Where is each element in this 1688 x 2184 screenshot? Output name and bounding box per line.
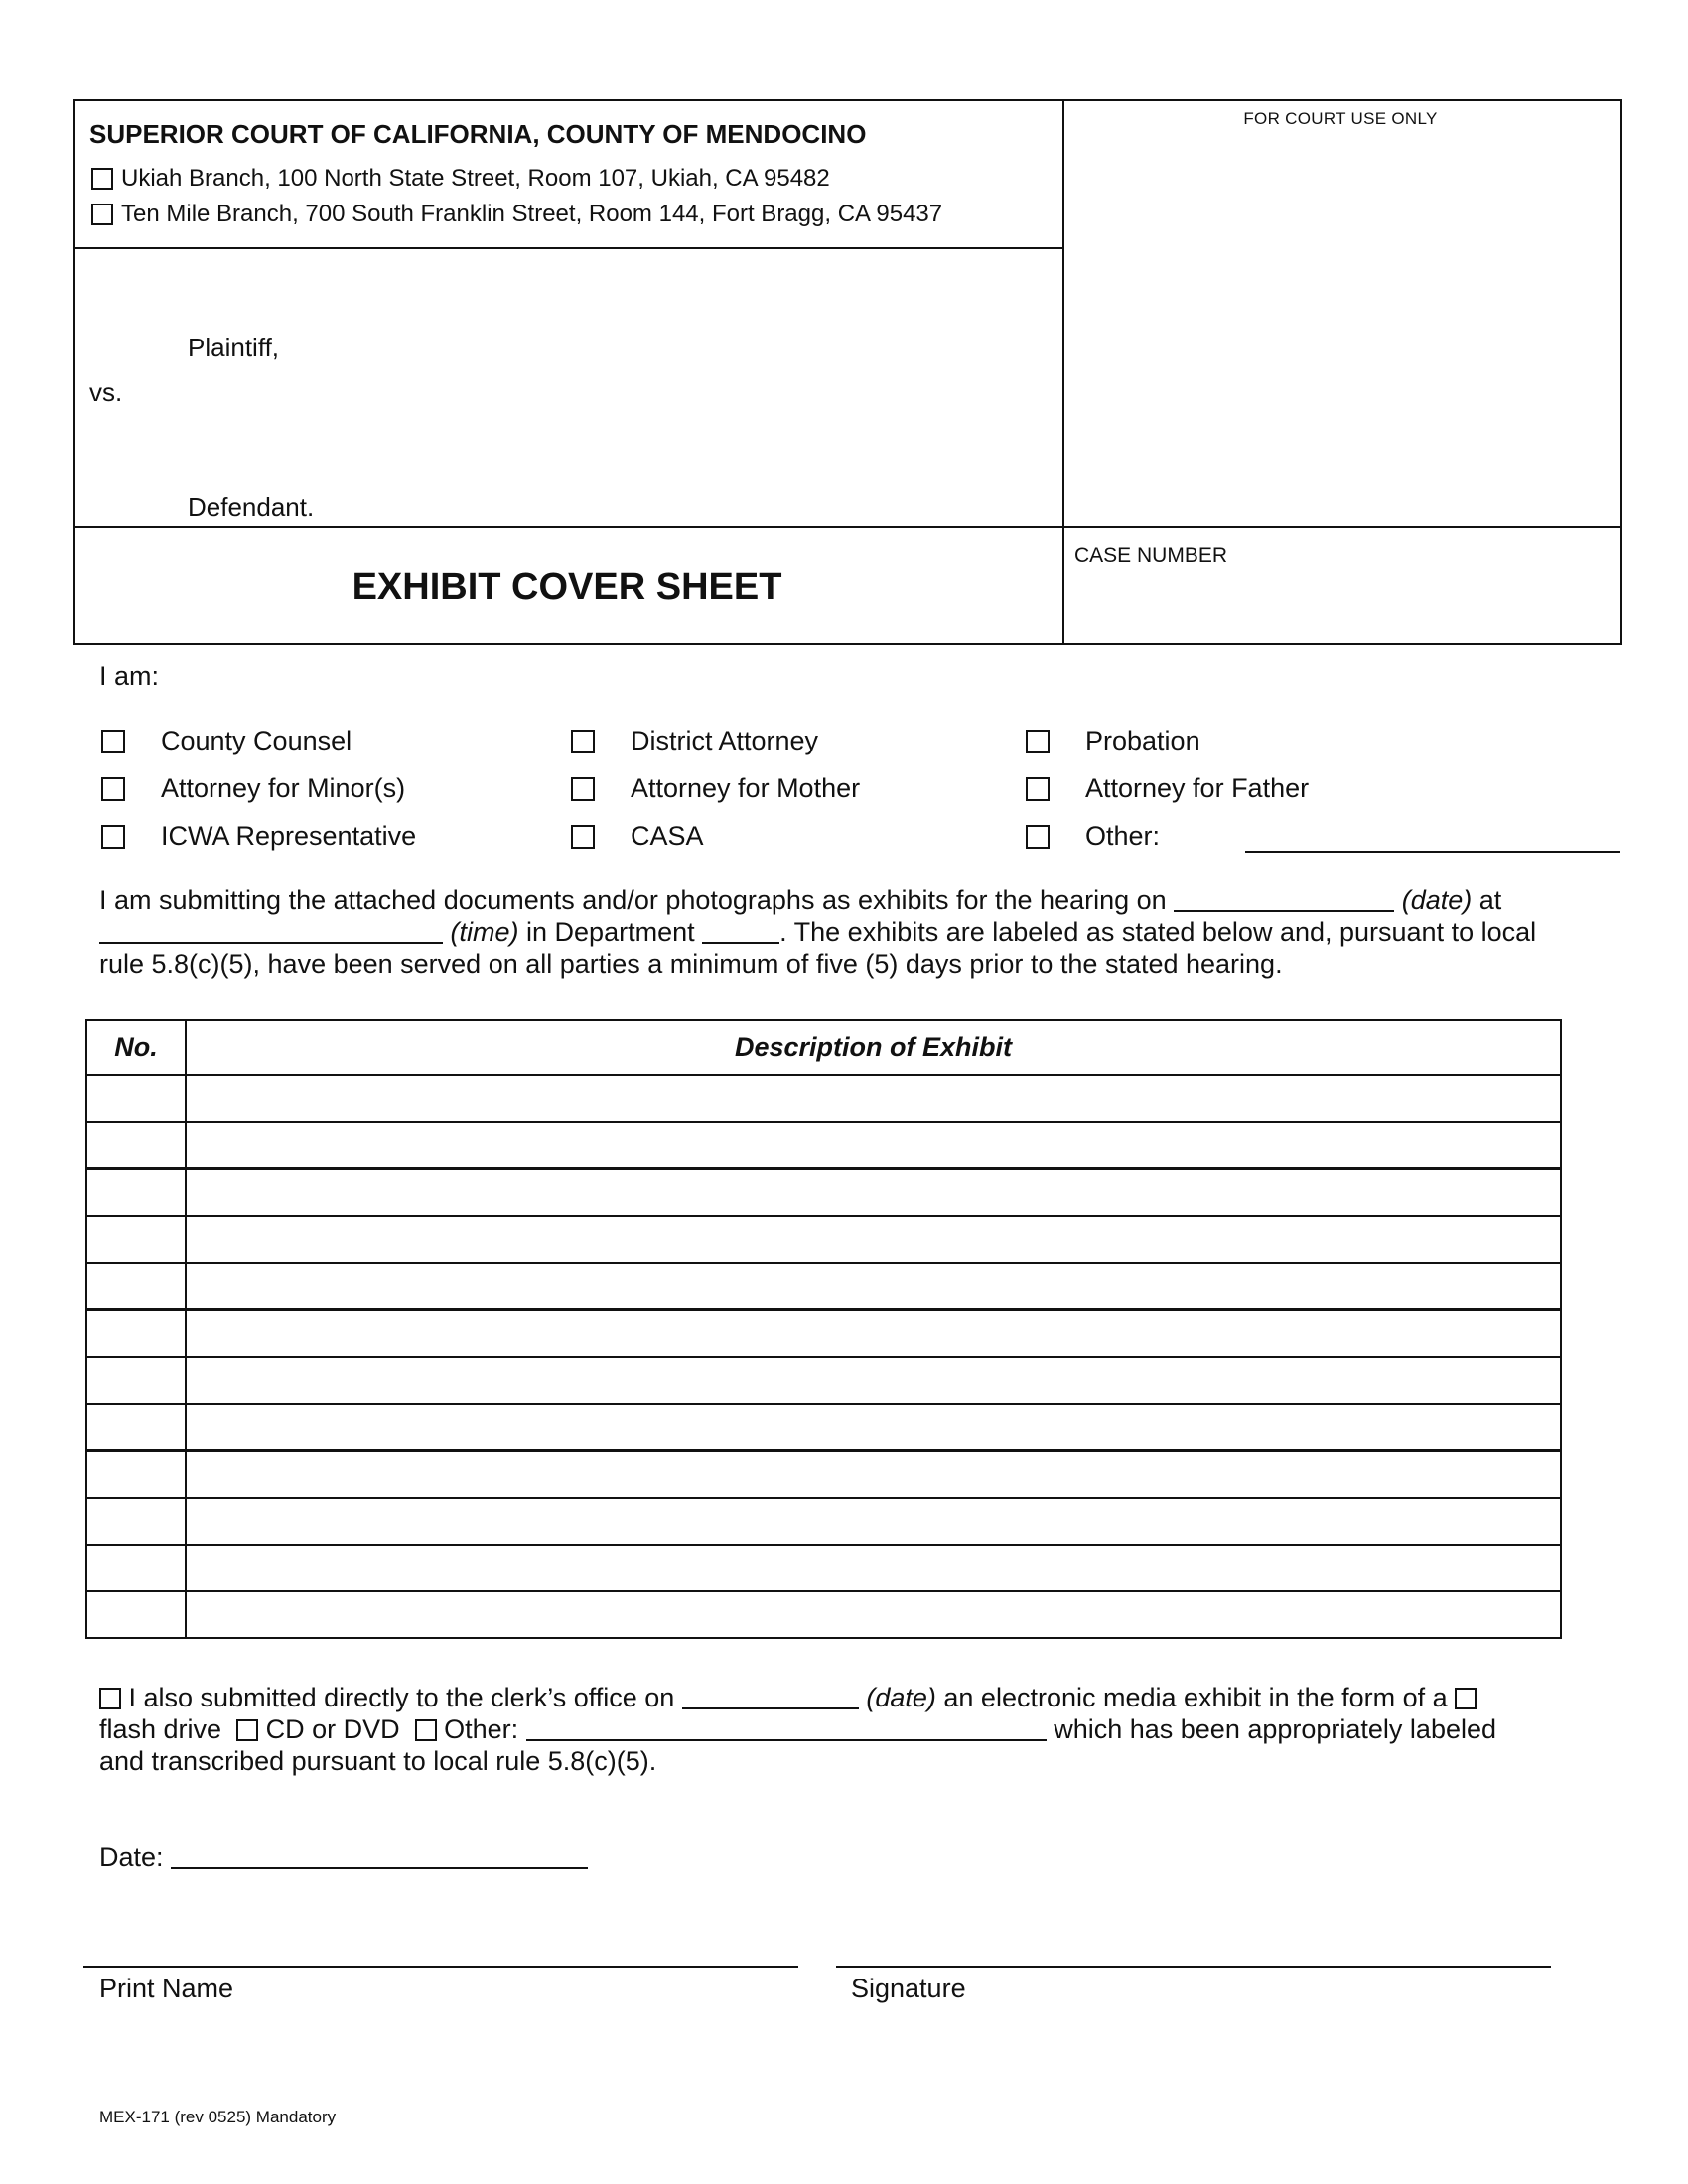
print-name-label: Print Name bbox=[99, 1974, 234, 2003]
hearing-time-input[interactable] bbox=[99, 920, 443, 944]
exhibit-no-cell[interactable] bbox=[86, 1310, 186, 1358]
cd-dvd-label: CD or DVD bbox=[265, 1714, 400, 1744]
exhibit-no-cell[interactable] bbox=[86, 1122, 186, 1169]
table-row bbox=[86, 1216, 1561, 1263]
electronic-text: an electronic media exhibit in the form of a bbox=[943, 1683, 1448, 1712]
exhibit-description-cell[interactable] bbox=[186, 1216, 1561, 1263]
signature-label: Signature bbox=[851, 1974, 966, 2003]
role-option bbox=[571, 726, 818, 756]
ten-mile-branch-label: Ten Mile Branch, 700 South Franklin Street, Room 144, Fort Bragg, CA 95437 bbox=[121, 201, 943, 227]
role-option bbox=[1026, 821, 1160, 852]
role-label: Attorney for Mother bbox=[631, 773, 861, 803]
exhibit-description-cell[interactable] bbox=[186, 1122, 1561, 1169]
description-column-header: Description of Exhibit bbox=[186, 1020, 1561, 1075]
hearing-date-input[interactable] bbox=[1174, 888, 1394, 912]
exhibit-description-cell[interactable] bbox=[186, 1075, 1561, 1122]
case-number-label: CASE NUMBER bbox=[1074, 544, 1228, 567]
table-row bbox=[86, 1122, 1561, 1169]
table-row bbox=[86, 1545, 1561, 1591]
form-title: EXHIBIT COVER SHEET bbox=[352, 566, 782, 608]
ukiah-branch-label: Ukiah Branch, 100 North State Street, Room 107, Ukiah, CA 95482 bbox=[121, 165, 830, 192]
exhibit-description-cell[interactable] bbox=[186, 1169, 1561, 1217]
print-name-input[interactable] bbox=[83, 1966, 798, 1968]
signature-date-input[interactable] bbox=[171, 1845, 588, 1869]
electronic-line-1 bbox=[99, 1682, 1477, 1713]
role-option bbox=[101, 821, 416, 852]
vs-label: vs. bbox=[89, 377, 123, 407]
table-row bbox=[86, 1498, 1561, 1545]
electronic-exhibit-checkbox[interactable] bbox=[99, 1688, 121, 1709]
no-column-header: No. bbox=[86, 1020, 186, 1075]
role-option bbox=[571, 773, 860, 804]
exhibit-no-cell[interactable] bbox=[86, 1451, 186, 1499]
other-media-checkbox[interactable] bbox=[415, 1719, 437, 1741]
statement-text: . The exhibits are labeled as stated below and, pursuant to local bbox=[779, 917, 1537, 947]
role-option bbox=[101, 726, 352, 756]
ten-mile-branch-checkbox[interactable] bbox=[91, 204, 113, 225]
attorney-minor-checkbox[interactable] bbox=[101, 777, 125, 801]
court-use-label: FOR COURT USE ONLY bbox=[1243, 109, 1438, 128]
statement-line-1 bbox=[99, 885, 1501, 916]
in-department-text: in Department bbox=[526, 917, 695, 947]
exhibit-no-cell[interactable] bbox=[86, 1216, 186, 1263]
exhibit-no-cell[interactable] bbox=[86, 1545, 186, 1591]
probation-checkbox[interactable] bbox=[1026, 730, 1050, 753]
department-input[interactable] bbox=[702, 920, 779, 944]
district-attorney-checkbox[interactable] bbox=[571, 730, 595, 753]
plaintiff-label: Plaintiff, bbox=[188, 333, 280, 362]
date-hint: (date) bbox=[1401, 886, 1473, 915]
statement-line-2 bbox=[99, 916, 1536, 948]
attorney-father-checkbox[interactable] bbox=[1026, 777, 1050, 801]
table-row bbox=[86, 1357, 1561, 1404]
casa-checkbox[interactable] bbox=[571, 825, 595, 849]
exhibit-no-cell[interactable] bbox=[86, 1498, 186, 1545]
electronic-line-2 bbox=[99, 1713, 1496, 1745]
signature-input[interactable] bbox=[836, 1966, 1551, 1968]
statement-text: I am submitting the attached documents and/or photographs as exhibits for the hearing on bbox=[99, 886, 1167, 915]
defendant-label: Defendant. bbox=[188, 492, 315, 522]
exhibit-description-cell[interactable] bbox=[186, 1545, 1561, 1591]
table-row bbox=[86, 1591, 1561, 1638]
flash-drive-checkbox[interactable] bbox=[1455, 1688, 1477, 1709]
table-row bbox=[86, 1263, 1561, 1310]
role-label: Probation bbox=[1085, 726, 1200, 755]
branch-option-ukiah bbox=[91, 165, 830, 193]
electronic-date-input[interactable] bbox=[682, 1686, 859, 1709]
attorney-mother-checkbox[interactable] bbox=[571, 777, 595, 801]
table-row bbox=[86, 1451, 1561, 1499]
exhibit-description-cell[interactable] bbox=[186, 1451, 1561, 1499]
exhibit-description-cell[interactable] bbox=[186, 1357, 1561, 1404]
exhibit-no-cell[interactable] bbox=[86, 1357, 186, 1404]
exhibit-no-cell[interactable] bbox=[86, 1169, 186, 1217]
role-label: Attorney for Minor(s) bbox=[161, 773, 406, 803]
other-media-label: Other: bbox=[444, 1714, 519, 1744]
exhibit-description-cell[interactable] bbox=[186, 1498, 1561, 1545]
role-option bbox=[1026, 726, 1200, 756]
caption-divider-vertical bbox=[1062, 101, 1064, 643]
role-option bbox=[101, 773, 405, 804]
flash-drive-label: flash drive bbox=[99, 1714, 222, 1744]
table-row bbox=[86, 1404, 1561, 1451]
other-media-input[interactable] bbox=[526, 1717, 1047, 1741]
role-label: Attorney for Father bbox=[1085, 773, 1310, 803]
electronic-line-3: and transcribed pursuant to local rule 5.8(c)(5). bbox=[99, 1746, 657, 1776]
exhibit-no-cell[interactable] bbox=[86, 1075, 186, 1122]
table-header-row bbox=[86, 1020, 1561, 1075]
form-id: MEX-171 (rev 0525) Mandatory bbox=[99, 2108, 337, 2126]
time-hint: (time) bbox=[450, 917, 519, 947]
court-title: SUPERIOR COURT OF CALIFORNIA, COUNTY OF MENDOCINO bbox=[89, 119, 867, 149]
role-option bbox=[571, 821, 704, 852]
caption-divider-court bbox=[75, 247, 1062, 249]
county-counsel-checkbox[interactable] bbox=[101, 730, 125, 753]
exhibit-description-cell[interactable] bbox=[186, 1263, 1561, 1310]
i-am-label: I am: bbox=[99, 661, 160, 691]
role-label: District Attorney bbox=[631, 726, 819, 755]
other-role-input[interactable] bbox=[1245, 851, 1620, 853]
caption-divider-title bbox=[75, 526, 1620, 528]
other-role-checkbox[interactable] bbox=[1026, 825, 1050, 849]
exhibit-no-cell[interactable] bbox=[86, 1404, 186, 1451]
exhibit-description-cell[interactable] bbox=[186, 1591, 1561, 1638]
role-label: CASA bbox=[631, 821, 704, 851]
exhibit-no-cell[interactable] bbox=[86, 1591, 186, 1638]
table-row bbox=[86, 1075, 1561, 1122]
electronic-date-hint: (date) bbox=[866, 1683, 936, 1712]
date-label: Date: bbox=[99, 1843, 164, 1872]
statement-at: at bbox=[1478, 886, 1502, 915]
electronic-text: which has been appropriately labeled bbox=[1054, 1714, 1497, 1744]
cd-dvd-checkbox[interactable] bbox=[236, 1719, 258, 1741]
exhibit-description-cell[interactable] bbox=[186, 1404, 1561, 1451]
role-label: Other: bbox=[1085, 821, 1161, 851]
electronic-text: I also submitted directly to the clerk’s office on bbox=[128, 1683, 675, 1712]
date-row bbox=[99, 1842, 588, 1873]
exhibit-table bbox=[85, 1019, 1562, 1639]
exhibit-no-cell[interactable] bbox=[86, 1263, 186, 1310]
role-label: ICWA Representative bbox=[161, 821, 417, 851]
table-row bbox=[86, 1169, 1561, 1217]
ukiah-branch-checkbox[interactable] bbox=[91, 168, 113, 190]
exhibit-description-cell[interactable] bbox=[186, 1310, 1561, 1358]
icwa-checkbox[interactable] bbox=[101, 825, 125, 849]
role-option bbox=[1026, 773, 1309, 804]
statement-line-3: rule 5.8(c)(5), have been served on all parties a minimum of five (5) days prior to the stated hearing. bbox=[99, 949, 1283, 979]
role-label: County Counsel bbox=[161, 726, 352, 755]
table-row bbox=[86, 1310, 1561, 1358]
branch-option-ten-mile bbox=[91, 201, 942, 228]
